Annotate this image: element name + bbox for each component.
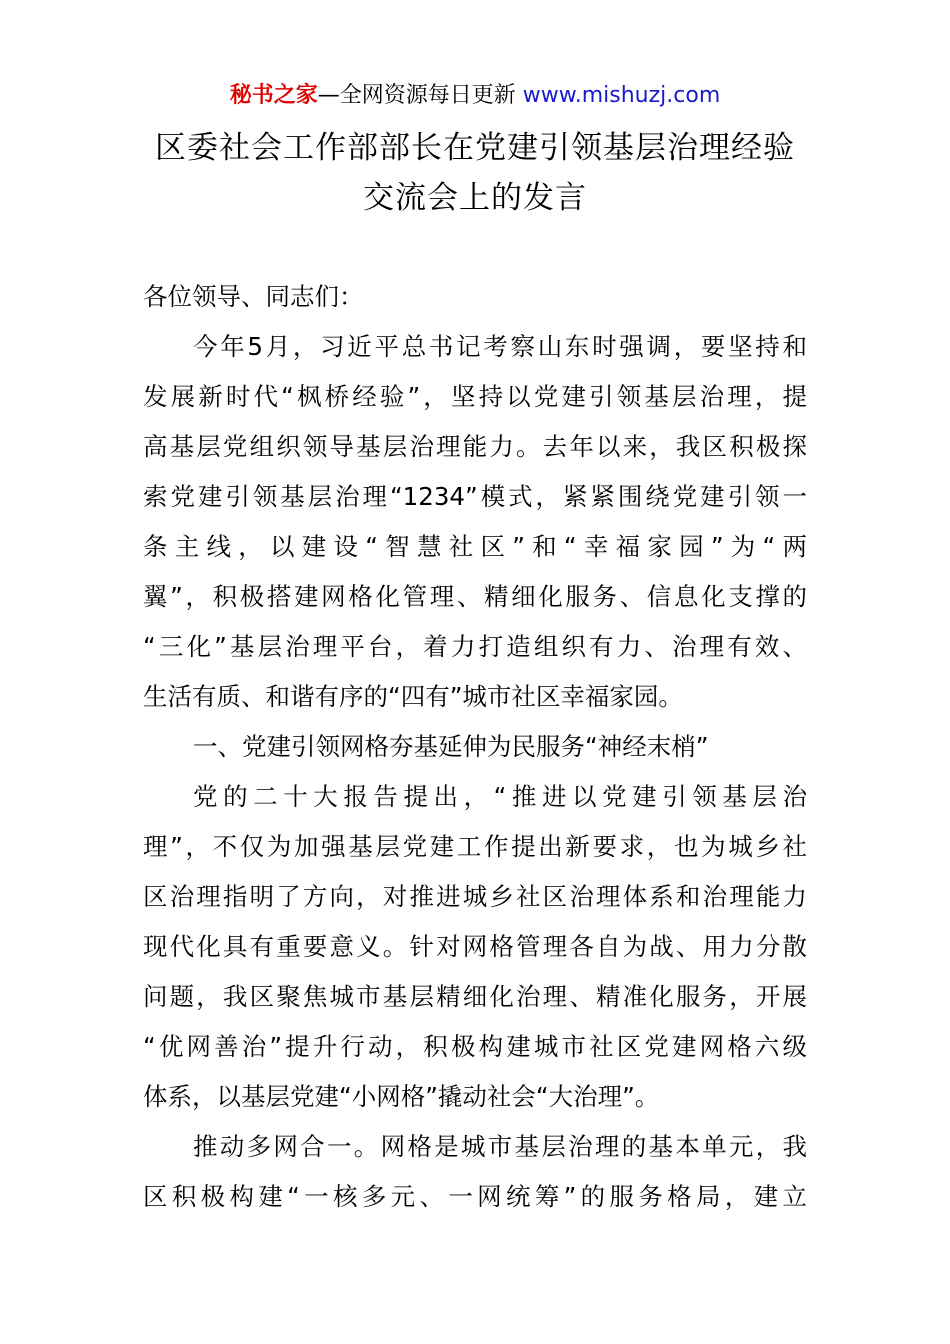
paragraph-line: 发展新时代“枫桥经验”，坚持以党建引领基层治理，提 <box>143 382 807 411</box>
paragraph-line: 理”，不仅为加强基层党建工作提出新要求，也为城乡社 <box>143 832 807 861</box>
paragraph-line: 现代化具有重要意义。针对网格管理各自为战、用力分散 <box>143 932 807 961</box>
paragraph-line: 推动多网合一。网格是城市基层治理的基本单元，我 <box>193 1132 807 1161</box>
section-heading: 一、党建引领网格夯基延伸为民服务“神经末梢” <box>193 732 709 761</box>
paragraph-line: 翼”，积极搭建网格化管理、精细化服务、信息化支撑的 <box>143 582 807 611</box>
document-title-line-2: 交流会上的发言 <box>363 180 587 216</box>
paragraph-line: 区治理指明了方向，对推进城乡社区治理体系和治理能力 <box>143 882 807 911</box>
document-title-line-1: 区委社会工作部部长在党建引领基层治理经验 <box>155 130 795 166</box>
paragraph-line: 索党建引领基层治理“1234”模式，紧紧围绕党建引领一 <box>143 482 807 511</box>
paragraph-line: 今年5月，习近平总书记考察山东时强调，要坚持和 <box>193 332 807 361</box>
paragraph-line: 体系，以基层党建“小网格”撬动社会“大治理”。 <box>143 1082 660 1111</box>
salutation: 各位领导、同志们： <box>143 282 364 311</box>
paragraph-line: 生活有质、和谐有序的“四有”城市社区幸福家园。 <box>143 682 683 711</box>
document-body <box>143 272 807 1222</box>
paragraph-line: 条主线，以建设“智慧社区”和“幸福家园”为“两 <box>143 532 807 561</box>
paragraph-line: “优网善治”提升行动，积极构建城市社区党建网格六级 <box>143 1032 807 1061</box>
paragraph-line: 问题，我区聚焦城市基层精细化治理、精准化服务，开展 <box>143 982 807 1011</box>
paragraph-line: “三化”基层治理平台，着力打造组织有力、治理有效、 <box>143 632 807 661</box>
paragraph-line: 区积极构建“一核多元、一网统筹”的服务格局，建立 <box>143 1182 807 1211</box>
paragraph-line: 党的二十大报告提出，“推进以党建引领基层治 <box>193 782 807 811</box>
paragraph-line: 高基层党组织领导基层治理能力。去年以来，我区积极探 <box>143 432 807 461</box>
site-header <box>0 80 950 112</box>
header-tagline: —全网资源每日更新 <box>317 83 516 108</box>
brand-name: 秘书之家 <box>229 83 318 108</box>
site-url-link[interactable]: www.mishuzj.com <box>522 83 721 108</box>
